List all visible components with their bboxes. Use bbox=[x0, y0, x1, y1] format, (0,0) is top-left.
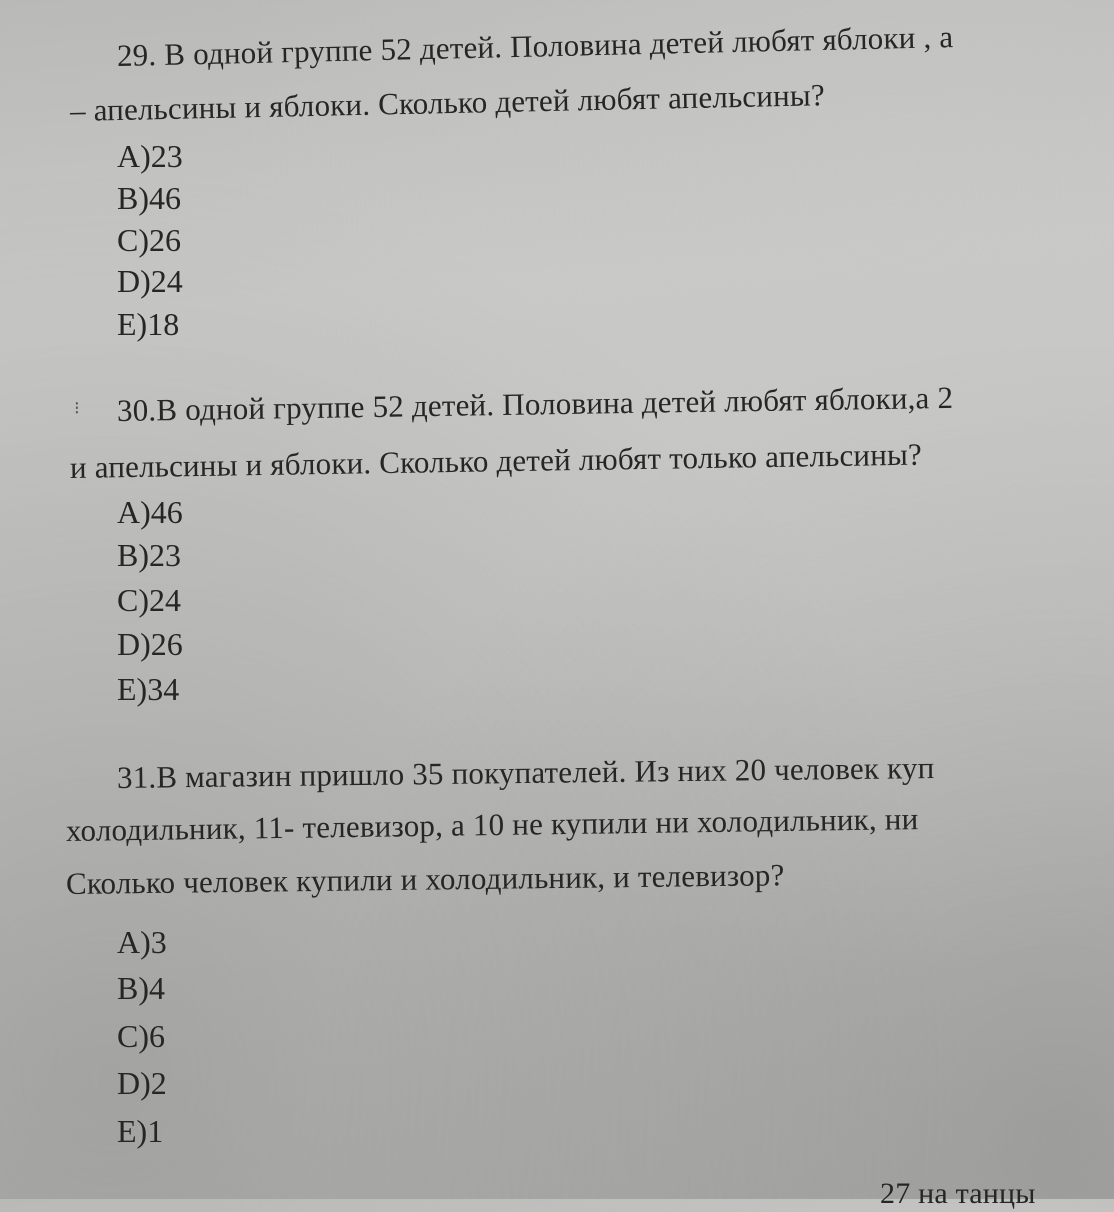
question-29-line-2: – апельсины и яблоки. Сколько детей любят апельсины? bbox=[69, 77, 826, 128]
question-30-option-a: A)46 bbox=[117, 494, 183, 530]
question-30-option-d: D)26 bbox=[117, 626, 183, 662]
question-30-option-e: E)34 bbox=[117, 671, 180, 707]
question-30-option-c: C)24 bbox=[117, 582, 181, 618]
question-30-line-2: и апельсины и яблоки. Сколько детей любят только апельсины? bbox=[69, 436, 923, 485]
question-31-option-c: C)6 bbox=[117, 1018, 165, 1054]
question-29-option-b: B)46 bbox=[117, 180, 181, 216]
question-30-option-b: B)23 bbox=[117, 537, 181, 573]
question-31-option-d: D)2 bbox=[117, 1065, 167, 1101]
question-30-line-1: 30.В одной группе 52 детей. Половина детей любят яблоки,а 2 bbox=[116, 379, 954, 428]
question-31-option-b: B)4 bbox=[117, 970, 165, 1006]
question-29-option-c: C)26 bbox=[117, 222, 181, 258]
question-31-line-1: 31.В магазин пришло 35 покупателей. Из них 20 человек куп bbox=[116, 750, 935, 795]
question-31-line-3: Сколько человек купили и холодильник, и телевизор? bbox=[65, 857, 785, 901]
question-29-option-e: E)18 bbox=[117, 306, 180, 342]
question-31-option-e: E)1 bbox=[117, 1113, 164, 1149]
question-29-option-d: D)24 bbox=[117, 263, 183, 299]
question-29-option-a: A)23 bbox=[117, 138, 183, 174]
question-31-option-a: A)3 bbox=[117, 924, 167, 960]
question-29-line-1: 29. В одной группе 52 детей. Половина детей любят яблоки , а bbox=[116, 19, 954, 73]
question-31-line-2: холодильник, 11- телевизор, а 10 не купили ни холодильник, ни bbox=[65, 801, 919, 848]
cut-off-text-fragment: 27 на танцы bbox=[880, 1177, 1036, 1210]
margin-mark: ⁝ bbox=[74, 398, 80, 418]
